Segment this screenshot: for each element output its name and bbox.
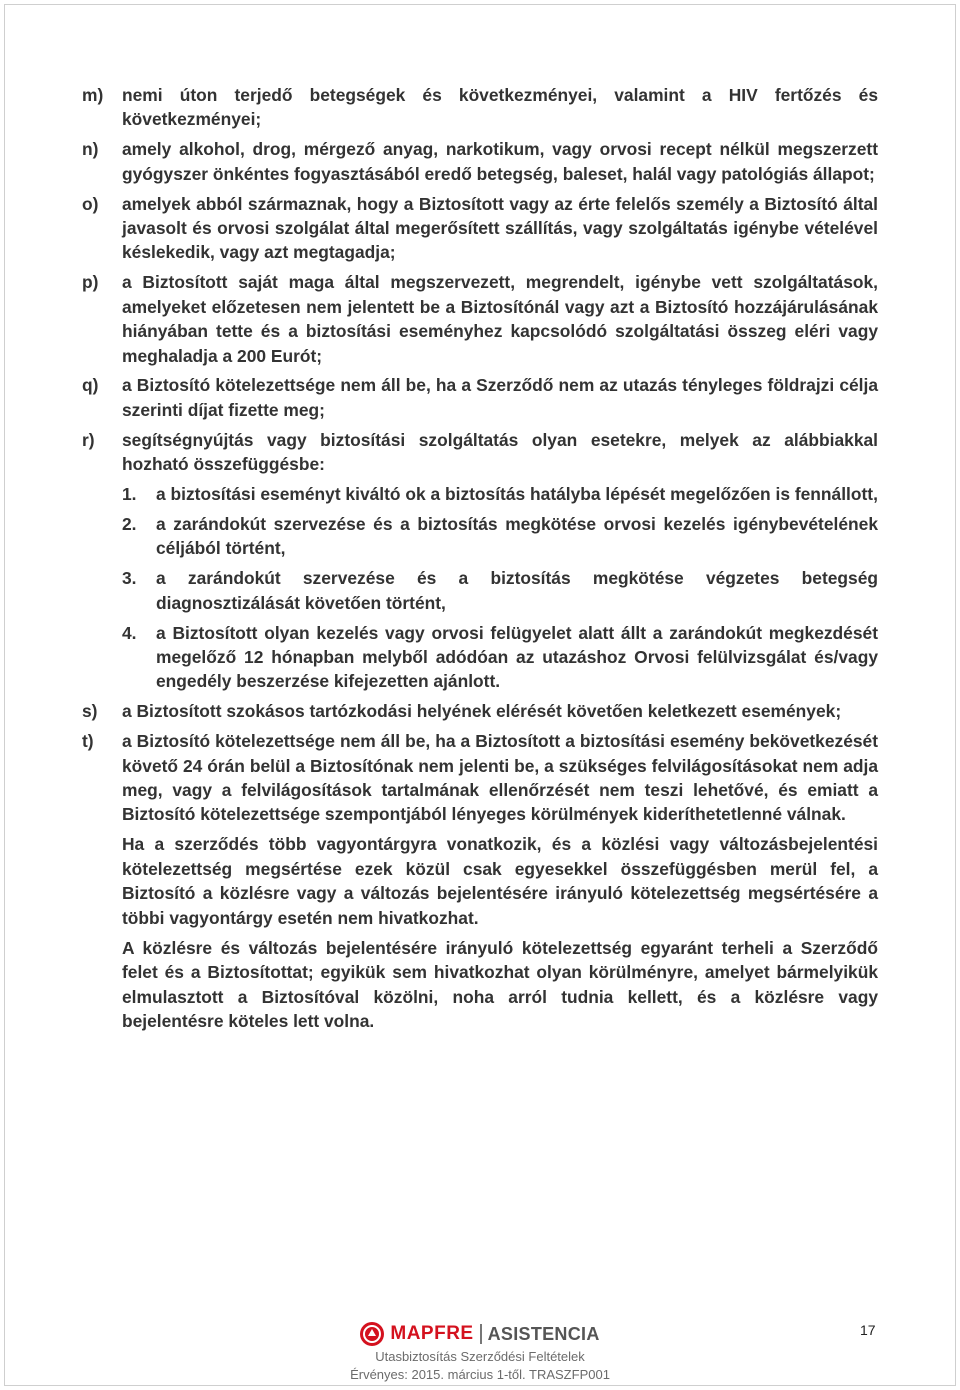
list-text: a Biztosító kötelezettsége nem áll be, ha a Szerződő nem az utazás tényleges földrajzi célja szerinti díjat fizette meg;	[122, 375, 878, 420]
list-label: q)	[82, 375, 99, 396]
sub-item-4	[122, 621, 878, 694]
sub-label: 3.	[122, 568, 137, 589]
sub-label: 2.	[122, 514, 137, 534]
list-item-t	[82, 729, 878, 827]
document-body	[82, 83, 878, 1040]
list-text: a Biztosító kötelezettsége nem áll be, ha a Biztosított a biztosítási esemény bekövetkezését követő 24 órán belül a Biztosítónak nem jelenti be, a szükséges felvilágosításokat nem adja meg, vagy a felvilágosítások tartalmának ellenőrzését nem teszi lehetővé, és emiatt a Biztosító kötelezettsége szempontjából lényeges körülmények kideríthetetlenné válnak.	[122, 731, 878, 825]
list-item-q	[82, 373, 878, 422]
paragraph: A közlésre és változás bejelentésére irányuló kötelezettség egyaránt terheli a Szerződő felet és a Biztosítottat; egyikük sem hivatkozhat olyan körülményre, amelyet bármelyikük elmulasztott a Biztosítóval közölni, noha arról tudnia kellett, és a közlésre vagy bejelentésre köteles lett volna.	[122, 938, 878, 1032]
sub-item-1	[122, 482, 878, 506]
list-label: m)	[82, 85, 104, 105]
list-item-o	[82, 192, 878, 265]
list-label: p)	[82, 272, 99, 293]
list-item-r	[82, 428, 878, 477]
list-label: n)	[82, 139, 99, 160]
list-item-p	[82, 270, 878, 368]
list-text: amely alkohol, drog, mérgező anyag, narkotikum, vagy orvosi recept nélkül megszerzett gyógyszer önkéntes fogyasztásából eredő betegség, baleset, halál vagy patológiás állapot;	[122, 139, 878, 184]
brand-name: MAPFRE	[390, 1323, 474, 1344]
list-label: r)	[82, 429, 95, 450]
list-text: amelyek abból származnak, hogy a Biztosított vagy az érte felelős személy a Biztosító által javasolt és orvosi szolgálat által megerősített szállítás, vagy szolgáltatás igénybe vételével késlekedik, vagy azt megtagadja;	[122, 193, 878, 263]
paragraph: Ha a szerződés több vagyontárgyra vonatkozik, és a közlési vagy változásbejelentési kötelezettség megsértése ezek közül csak egyesekkel összefüggésben merül fel, a Biztosító a közlésre vagy a változás bejelentésére irányuló kötelezettség megsértésére a többi vagyontárgy esetén nem hivatkozhat.	[122, 834, 878, 928]
list-text: nemi úton terjedő betegségek és következményei, valamint a HIV fertőzés és következményei;	[122, 85, 878, 130]
mapfre-logo-icon	[360, 1322, 384, 1346]
list-label: o)	[82, 193, 99, 214]
footer-document-title: Utasbiztosítás Szerződési Feltételek	[375, 1349, 585, 1364]
list-item-n	[82, 137, 878, 186]
list-text: segítségnyújtás vagy biztosítási szolgáltatás olyan esetekre, melyek az alábbiakkal hozható összefüggésbe:	[122, 429, 878, 475]
sub-text: a zarándokút szervezése és a biztosítás megkötése végzetes betegség diagnosztizálását követően történt,	[156, 568, 878, 613]
sub-item-3	[122, 566, 878, 615]
sub-text: a zarándokút szervezése és a biztosítás megkötése orvosi kezelés igénybevételének céljából történt,	[156, 514, 878, 559]
sub-text: a Biztosított olyan kezelés vagy orvosi felügyelet alatt állt a zarándokút megkezdését megelőző 12 hónapban melyből adódóan az utazáshoz Orvosi felülvizsgálat és/vagy engedély beszerzése kifejezetten ajánlott.	[156, 622, 878, 692]
sub-label: 4.	[122, 622, 137, 643]
list-label: s)	[82, 701, 98, 722]
list-text: a Biztosított szokásos tartózkodási helyének elérését követően keletkezett események;	[122, 701, 842, 722]
footer-validity: Érvényes: 2015. március 1-től. TRASZFP001	[350, 1367, 610, 1382]
logo-divider	[480, 1324, 482, 1344]
list-label: t)	[82, 731, 94, 752]
page-footer	[0, 1320, 960, 1384]
list-text: a Biztosított saját maga által megszervezett, megrendelt, igénybe vett szolgáltatások, amelyeket előzetesen nem jelentett be a Biztosítónál vagy azt a Biztosító hozzájárulásának hiányában tette és a biztosítási eseményhez kapcsolódó szolgáltatási összeg eléri vagy meghaladja a 200 Eurót;	[122, 272, 878, 366]
company-logo	[0, 1320, 960, 1348]
page-number: 17	[860, 1322, 876, 1338]
sub-item-2	[122, 512, 878, 561]
brand-subname: ASISTENCIA	[487, 1323, 600, 1344]
sub-label: 1.	[122, 484, 137, 505]
list-item-s	[82, 699, 878, 723]
sub-text: a biztosítási eseményt kiváltó ok a biztosítás hatályba lépését megelőzően is fennállott,	[156, 484, 878, 505]
list-item-m	[82, 83, 878, 132]
